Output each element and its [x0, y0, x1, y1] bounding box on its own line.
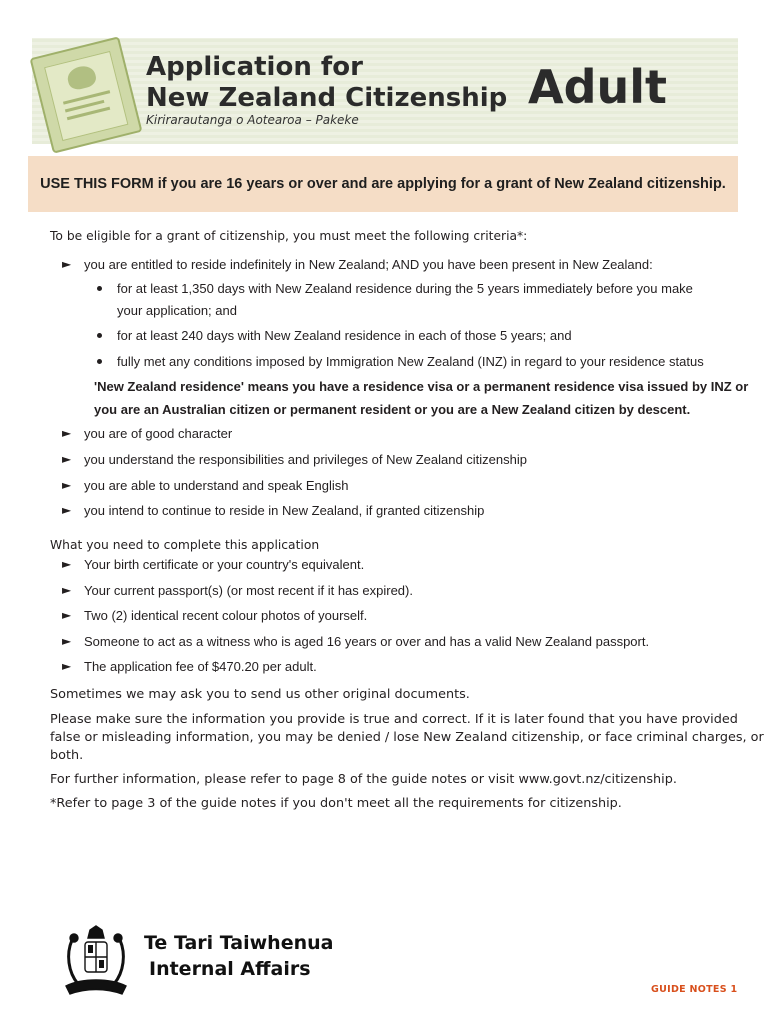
- arrow-bullet-icon: ►: [62, 608, 72, 622]
- criterion-english: you are able to understand and speak English: [84, 478, 349, 493]
- arrow-bullet-icon: ►: [62, 557, 72, 571]
- criterion-responsibilities: you understand the responsibilities and privileges of New Zealand citizenship: [84, 452, 527, 467]
- bullet-icon: [97, 359, 102, 364]
- arrow-bullet-icon: ►: [62, 659, 72, 673]
- org-name-maori: Te Tari Taiwhenua: [144, 932, 334, 954]
- requirements-heading: What you need to complete this application: [50, 538, 320, 552]
- criterion-reside: you intend to continue to reside in New Zealand, if granted citizenship: [84, 503, 485, 518]
- arrow-bullet-icon: ►: [62, 478, 72, 492]
- coat-of-arms-icon: [58, 920, 134, 1000]
- criterion-character: you are of good character: [84, 426, 233, 441]
- instruction-band: [28, 156, 738, 212]
- arrow-bullet-icon: ►: [62, 452, 72, 466]
- page-label: GUIDE NOTES 1: [651, 984, 738, 995]
- arrow-bullet-icon: ►: [62, 503, 72, 517]
- page-title: [146, 52, 507, 114]
- other-documents-note: Sometimes we may ask you to send us other original documents.: [50, 687, 470, 702]
- sub-item-days-cont: your application; and: [117, 303, 237, 318]
- footnote: *Refer to page 3 of the guide notes if you don't meet all the requirements for citizenship.: [50, 796, 622, 811]
- requirement-witness: Someone to act as a witness who is aged 16 years or over and has a valid New Zealand passport.: [84, 634, 650, 649]
- bullet-icon: [97, 333, 102, 338]
- category-label: Adult: [528, 60, 668, 114]
- truth-note-3: both.: [50, 748, 84, 763]
- page-subtitle: Kirirarautanga o Aotearoa – Pakeke: [146, 113, 359, 127]
- requirement-passport: Your current passport(s) (or most recent if it has expired).: [84, 583, 413, 598]
- title-line-2: New Zealand Citizenship: [146, 83, 508, 113]
- eligibility-intro: To be eligible for a grant of citizenship, you must meet the following criteria*:: [50, 229, 528, 243]
- sub-item-yearly: for at least 240 days with New Zealand residence in each of those 5 years; and: [117, 328, 572, 343]
- further-info-note: For further information, please refer to page 8 of the guide notes or visit www.govt.nz/citizenship.: [50, 772, 677, 787]
- sub-item-conditions: fully met any conditions imposed by Immigration New Zealand (INZ) in regard to your residence status: [117, 354, 704, 369]
- arrow-bullet-icon: ►: [62, 583, 72, 597]
- truth-note-2: false or misleading information, you may be denied / lose New Zealand citizenship, or face criminal charges, or: [50, 730, 764, 745]
- residence-criterion: you are entitled to reside indefinitely in New Zealand; AND you have been present in New Zealand:: [84, 257, 653, 272]
- org-name-english: Internal Affairs: [149, 958, 311, 980]
- residence-definition-1: 'New Zealand residence' means you have a residence visa or a permanent residence visa issued by INZ or: [94, 379, 749, 394]
- requirement-fee: The application fee of $470.20 per adult.: [84, 659, 317, 674]
- requirement-photos: Two (2) identical recent colour photos of yourself.: [84, 608, 368, 623]
- residence-definition-2: you are an Australian citizen or permanent resident or you are a New Zealand citizen by descent.: [94, 402, 691, 417]
- requirement-birth-certificate: Your birth certificate or your country's equivalent.: [84, 557, 365, 572]
- certificate-crest-icon: [65, 63, 97, 91]
- arrow-bullet-icon: ►: [62, 257, 72, 271]
- instruction-text: USE THIS FORM if you are 16 years or over and are applying for a grant of New Zealand citizenship.: [40, 176, 726, 192]
- title-line-1: Application for: [146, 52, 363, 82]
- sub-item-days: for at least 1,350 days with New Zealand residence during the 5 years immediately before you make: [117, 281, 693, 296]
- truth-note-1: Please make sure the information you provide is true and correct. If it is later found that you have provided: [50, 712, 738, 727]
- arrow-bullet-icon: ►: [62, 426, 72, 440]
- arrow-bullet-icon: ►: [62, 634, 72, 648]
- bullet-icon: [97, 286, 102, 291]
